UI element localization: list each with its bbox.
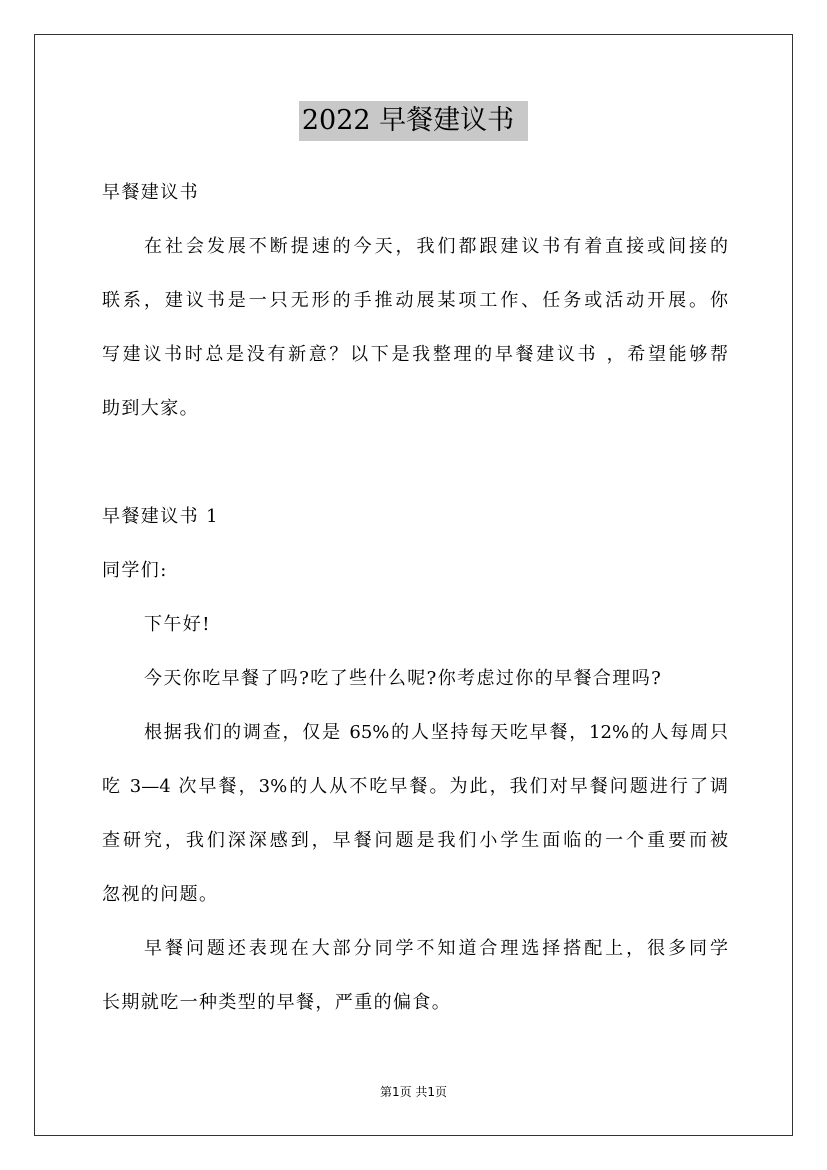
paragraph-line: 助到大家。 (102, 398, 199, 419)
page-number-footer: 第1页 共1页 (379, 1085, 448, 1099)
document-body (102, 166, 728, 1030)
paragraph-line: 根据我们的调查，仅是 65%的人坚持每天吃早餐，12%的人每周只 (144, 722, 728, 743)
section-heading: 早餐建议书 (102, 182, 199, 203)
paragraph-line: 早餐问题还表现在大部分同学不知道合理选择搭配上，很多同学 (144, 938, 728, 959)
salutation: 同学们: (102, 560, 168, 581)
paragraph-line: 联系，建议书是一只无形的手推动展某项工作、任务或活动开展。你 (102, 290, 728, 311)
paragraph-line: 忽视的问题。 (102, 884, 219, 905)
section-heading: 早餐建议书 1 (102, 506, 219, 527)
paragraph-line: 写建议书时总是没有新意？以下是我整理的早餐建议书 ，希望能够帮 (102, 344, 728, 365)
paragraph-line: 吃 3—4 次早餐，3%的人从不吃早餐。为此，我们对早餐问题进行了调 (102, 776, 728, 797)
title-container (0, 101, 827, 141)
paragraph-line: 今天你吃早餐了吗?吃了些什么呢?你考虑过你的早餐合理吗? (144, 668, 663, 689)
paragraph-line: 长期就吃一种类型的早餐，严重的偏食。 (102, 992, 452, 1013)
document-title: 2022 早餐建议书 (299, 101, 528, 141)
greeting: 下午好! (144, 614, 211, 635)
paragraph-line: 查研究，我们深深感到，早餐问题是我们小学生面临的一个重要而被 (102, 830, 728, 851)
paragraph-line: 在社会发展不断提速的今天，我们都跟建议书有着直接或间接的 (144, 236, 728, 257)
blank-line (102, 436, 728, 490)
